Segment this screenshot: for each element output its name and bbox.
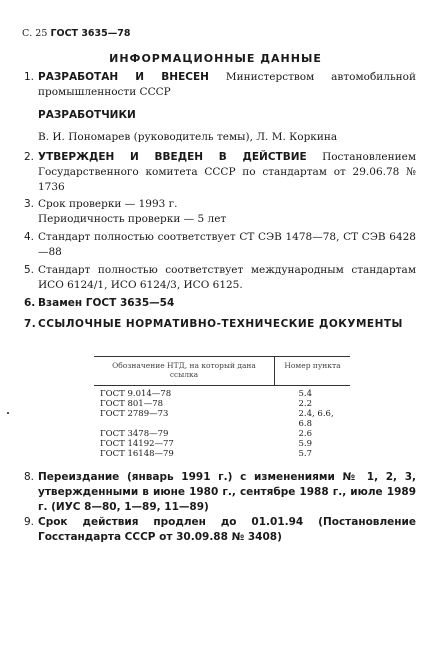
item-text: Стандарт полностью соответствует международным стандартам ИСО 6124/1, ИСО 6124/3, ИСО 6125. bbox=[38, 264, 416, 291]
item-3 bbox=[24, 197, 416, 227]
item-text: Переиздание (январь 1991 г.) с изменениями № 1, 2, 3, утвержденными в июне 1980 г., сентябре 1988 г., июле 1989 г. (ИУС 8—80, 1—89, 11—89) bbox=[38, 471, 416, 513]
item-number: 8. bbox=[24, 471, 35, 483]
column-header-point: Номер пункта bbox=[275, 357, 351, 386]
item-6 bbox=[24, 296, 416, 311]
standard-code: ГОСТ 3635—78 bbox=[50, 28, 131, 39]
item-number: 1. bbox=[24, 71, 35, 83]
table-row bbox=[94, 439, 350, 449]
item-text: Стандарт полностью соответствует СТ СЭВ 1478—78, СТ СЭВ 6428—88 bbox=[38, 231, 416, 258]
document-cell bbox=[94, 419, 275, 429]
developers-heading: РАЗРАБОТЧИКИ bbox=[38, 109, 136, 121]
point-cell: 6.8 bbox=[298, 419, 313, 429]
table-row bbox=[94, 429, 350, 439]
item-7 bbox=[24, 317, 416, 332]
table-row bbox=[94, 386, 350, 400]
table-row bbox=[94, 449, 350, 459]
document-cell: ГОСТ 16148—79 bbox=[100, 449, 174, 459]
point-cell: 2.2 bbox=[298, 399, 313, 409]
document-cell: ГОСТ 801—78 bbox=[100, 399, 164, 409]
developers-names: В. И. Пономарев (руководитель темы), Л. М. Коркина bbox=[38, 131, 338, 143]
document-cell: ГОСТ 14192—77 bbox=[100, 439, 174, 449]
section-title: ИНФОРМАЦИОННЫЕ ДАННЫЕ bbox=[109, 52, 322, 65]
point-cell: 5.4 bbox=[298, 389, 313, 399]
table-row bbox=[94, 409, 350, 419]
table-row bbox=[94, 399, 350, 409]
item-text: Постановлением Государственного комитета СССР по стандартам от 29.06.78 № 1736 bbox=[38, 151, 416, 193]
item-number: 4. bbox=[24, 231, 35, 243]
point-cell: 2.4, 6.6, bbox=[298, 409, 334, 419]
review-date: Срок проверки — 1993 г. bbox=[38, 198, 178, 210]
document-cell: ГОСТ 9.014—78 bbox=[100, 389, 172, 399]
item-text: Взамен ГОСТ 3635—54 bbox=[38, 297, 175, 309]
table-row bbox=[94, 419, 350, 429]
item-number: 5. bbox=[24, 264, 35, 276]
point-cell: 2.6 bbox=[298, 429, 313, 439]
review-period: Периодичность проверки — 5 лет bbox=[38, 213, 227, 225]
item-2 bbox=[24, 150, 416, 195]
item-number: 6. bbox=[24, 297, 36, 309]
item-lead: РАЗРАБОТАН И ВНЕСЕН bbox=[38, 71, 209, 83]
item-lead: УТВЕРЖДЕН И ВВЕДЕН В ДЕЙСТВИЕ bbox=[38, 151, 307, 163]
item-number: 7. bbox=[24, 318, 37, 330]
page-header bbox=[22, 28, 131, 39]
table-header-row bbox=[94, 357, 350, 386]
item-5 bbox=[24, 263, 416, 293]
item-1 bbox=[24, 70, 416, 100]
margin-mark bbox=[7, 412, 9, 414]
item-heading: ССЫЛОЧНЫЕ НОРМАТИВНО-ТЕХНИЧЕСКИЕ ДОКУМЕНТЫ bbox=[38, 318, 403, 330]
item-text: Срок действия продлен до 01.01.94 (Постановление Госстандарта СССР от 30.09.88 № 3408) bbox=[38, 516, 416, 543]
item-number: 3. bbox=[24, 198, 35, 210]
references-table bbox=[94, 356, 350, 459]
item-number: 9. bbox=[24, 516, 35, 528]
point-cell: 5.7 bbox=[298, 449, 313, 459]
document-cell: ГОСТ 2789—73 bbox=[100, 409, 169, 419]
item-text: Министерством автомобильной промышленности СССР bbox=[38, 71, 416, 98]
item-9 bbox=[24, 515, 416, 545]
point-cell: 5.9 bbox=[298, 439, 313, 449]
item-4 bbox=[24, 230, 416, 260]
document-cell: ГОСТ 3478—79 bbox=[100, 429, 169, 439]
column-header-document: Обозначение НТД, на который дана ссылка bbox=[94, 357, 275, 386]
item-number: 2. bbox=[24, 151, 35, 163]
page-number: С. 25 bbox=[22, 28, 48, 39]
item-8 bbox=[24, 470, 416, 515]
